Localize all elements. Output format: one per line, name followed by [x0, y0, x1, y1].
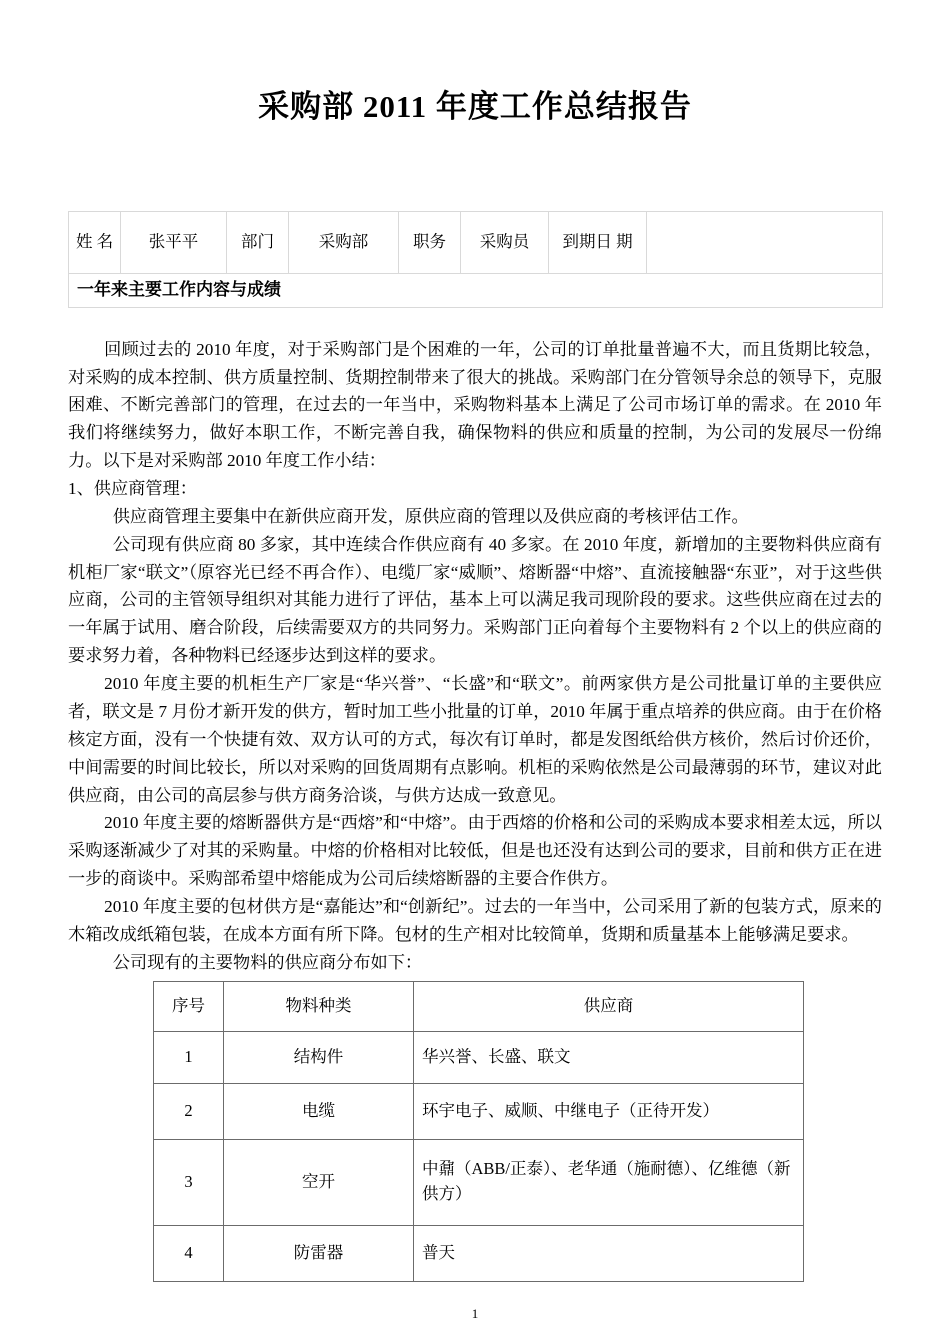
- cell-suppliers: 普天: [414, 1225, 804, 1281]
- due-date-value: [647, 211, 883, 273]
- cell-material-kind: 防雷器: [224, 1225, 414, 1281]
- page-footer: [0, 1306, 950, 1322]
- employee-info-table: [68, 211, 883, 308]
- cell-suppliers: 环宇电子、威顺、中继电子（正待开发）: [414, 1083, 804, 1139]
- department-label: 部门: [227, 211, 289, 273]
- name-label: 姓 名: [69, 211, 121, 273]
- cell-no: 1: [154, 1031, 224, 1083]
- paragraph-supplier-mgmt-scope: 供应商管理主要集中在新供应商开发，原供应商的管理以及供应商的考核评估工作。: [112, 506, 749, 526]
- paragraph-packaging-suppliers: 2010 年度主要的包材供方是“嘉能达”和“创新纪”。过去的一年当中，公司采用了新的包装方式，原来的木箱改成纸箱包装，在成本方面有所下降。包材的生产相对比较简单，货期和质量基本上能够满足要求。: [68, 896, 882, 944]
- column-header-no: 序号: [154, 981, 224, 1031]
- table-row: [154, 1139, 804, 1225]
- page-title: 采购部 2011 年度工作总结报告: [258, 89, 692, 124]
- paragraph-intro: 回顾过去的 2010 年度，对于采购部门是个困难的一年，公司的订单批量普遍不大，而且货期比较急，对采购的成本控制、供方质量控制、货期控制带来了很大的挑战。采购部门在分管领导余总的领导下，克服困难、不断完善部门的管理，在过去的一年当中，采购物料基本上满足了公司市场订单的需求。在 2010 年我们将继续努力，做好本职工作，不断完善自我，确保物料的供应和质量的控制，为公司的发展尽一份绵力。以下是对采购部 2010 年度工作小结：: [68, 339, 882, 471]
- cell-no: 4: [154, 1225, 224, 1281]
- paragraph-cabinet-suppliers: 2010 年度主要的机柜生产厂家是“华兴誉”、“长盛”和“联文”。前两家供方是公司批量订单的主要供应者，联文是 7 月份才新开发的供方，暂时加工些小批量的订单，2010 年属于重点培养的供应商。由于在价格核定方面，没有一个快捷有效、双方认可的方式，每次有订单时，都是发图纸给供方核价，然后讨价还价，中间需要的时间比较长，所以对采购的回货周期有点影响。机柜的采购依然是公司最薄弱的环节，建议对此供应商，由公司的高层参与供方商务洽谈，与供方达成一致意见。: [68, 674, 882, 805]
- paragraph-table-caption: 公司现有的主要物料的供应商分布如下：: [112, 952, 423, 972]
- supplier-table-container: [68, 981, 882, 1282]
- department-value: 采购部: [289, 211, 399, 273]
- cell-suppliers: 华兴誉、长盛、联文: [414, 1031, 804, 1083]
- supplier-distribution-table: [153, 981, 804, 1282]
- column-header-supplier: 供应商: [414, 981, 804, 1031]
- table-row: [154, 1083, 804, 1139]
- table-row: [69, 273, 883, 307]
- page-number: 1: [471, 1306, 479, 1321]
- section-heading: 一年来主要工作内容与成绩: [69, 273, 883, 307]
- cell-no: 3: [154, 1139, 224, 1225]
- cell-no: 2: [154, 1083, 224, 1139]
- report-body: [68, 336, 882, 977]
- cell-material-kind: 电缆: [224, 1083, 414, 1139]
- table-row: [69, 211, 883, 273]
- column-header-material-kind: 物料种类: [224, 981, 414, 1031]
- table-row: [154, 1225, 804, 1281]
- cell-suppliers: 中鼐（ABB/正泰）、老华通（施耐德）、亿维德（新供方）: [414, 1139, 804, 1225]
- cell-material-kind: 空开: [224, 1139, 414, 1225]
- table-row: [154, 1031, 804, 1083]
- cell-material-kind: 结构件: [224, 1031, 414, 1083]
- name-value: 张平平: [121, 211, 227, 273]
- paragraph-fuse-suppliers: 2010 年度主要的熔断器供方是“西熔”和“中熔”。由于西熔的价格和公司的采购成本要求相差太远，所以采购逐渐减少了对其的采购量。中熔的价格相对比较低，但是也还没有达到公司的要求，目前和供方正在进一步的商谈中。采购部希望中熔能成为公司后续熔断器的主要合作供方。: [68, 813, 882, 889]
- table-header-row: [154, 981, 804, 1031]
- position-label: 职务: [399, 211, 461, 273]
- paragraph-section-1-title: 1、供应商管理：: [68, 479, 197, 499]
- paragraph-supplier-count: 公司现有供应商 80 多家，其中连续合作供应商有 40 多家。在 2010 年度，新增加的主要物料供应商有机柜厂家“联文”（原容光已经不再合作）、电缆厂家“威顺”、熔断器“中熔”、直流接触器“东亚”，对于这些供应商，公司的主管领导组织对其能力进行了评估，基本上可以满足我司现阶段的要求。这些供应商在过去的一年属于试用、磨合阶段，后续需要双方的共同努力。采购部门正向着每个主要物料有 2 个以上的供应商的要求努力着，各种物料已经逐步达到这样的要求。: [68, 534, 882, 666]
- due-date-label: 到期日 期: [549, 211, 647, 273]
- position-value: 采购员: [461, 211, 549, 273]
